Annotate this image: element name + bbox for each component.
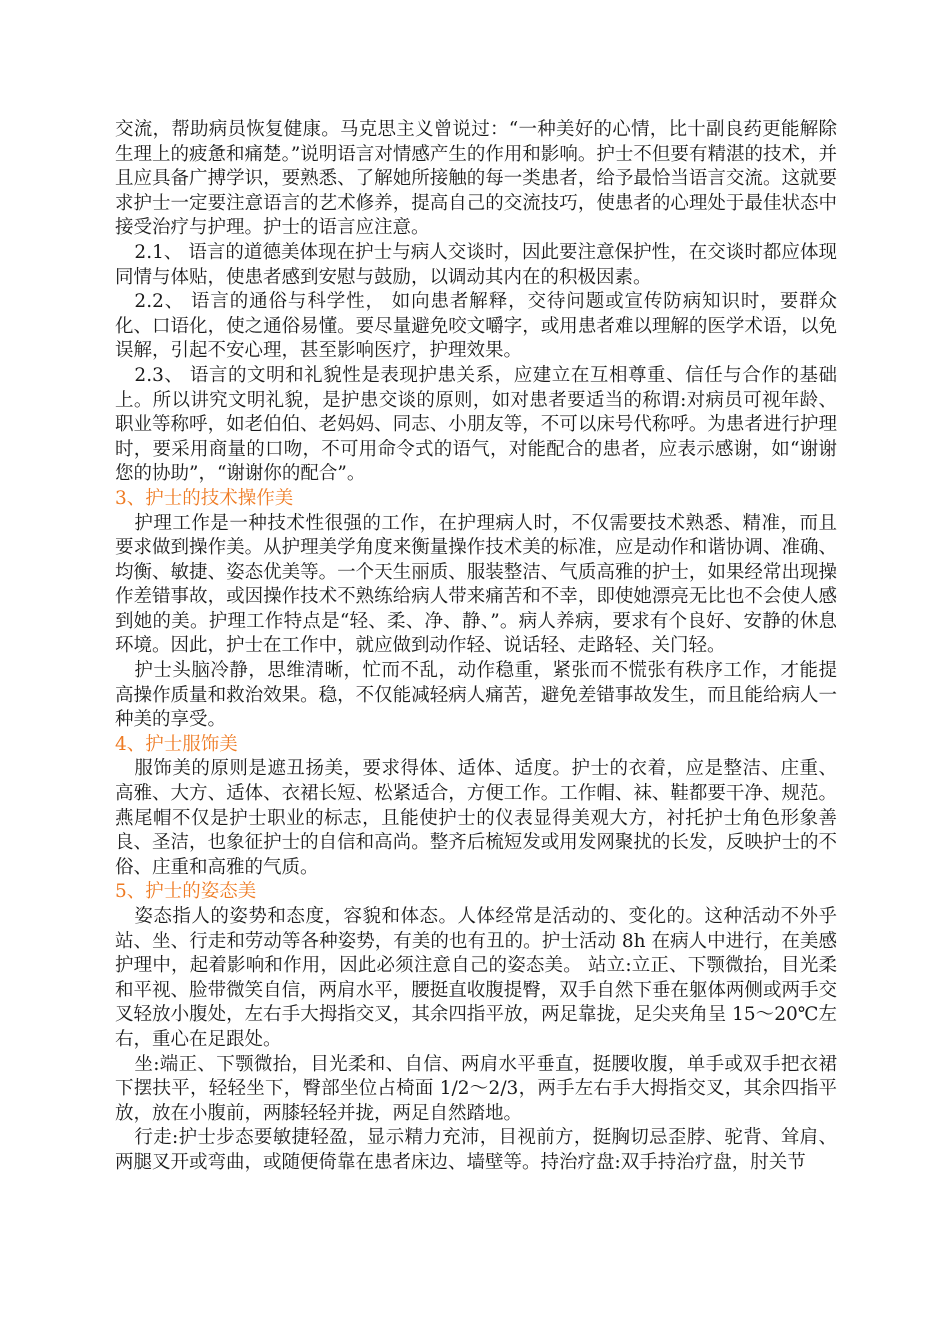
document-body (115, 118, 837, 1176)
paragraph-5-b: 坐:端正、下颚微抬，目光柔和、自信、两肩水平垂直，挺腰收腹，单手或双手把衣裙下摆扶平，轻轻坐下，臀部坐位占椅面 1/2～2/3，两手左右手大拇指交叉，其余四指平放，放在小腹前，两膝轻轻并拢，两足自然踏地。 (115, 1053, 837, 1124)
paragraph-2-1: 2.1、 语言的道德美体现在护士与病人交谈时，因此要注意保护性，在交谈时都应体现同情与体贴，使患者感到安慰与鼓励，以调动其内在的积极因素。 (115, 241, 837, 288)
paragraph-3-b: 护士头脑冷静，思维清晰，忙而不乱，动作稳重，紧张而不慌张有秩序工作，才能提高操作质量和救治效果。稳，不仅能减轻病人痛苦，避免差错事故发生，而且能给病人一种美的享受。 (115, 660, 837, 731)
paragraph-2-3: 2.3、 语言的文明和礼貌性是表现护患关系，应建立在互相尊重、信任与合作的基础上。所以讲究文明礼貌，是护患交谈的原则，如对患者要适当的称谓:对病员可视年龄、职业等称呼，如老伯伯、老妈妈、同志、小朋友等，不可以床号代称呼。为患者进行护理时，要采用商量的口吻，不可用命令式的语气，对能配合的患者，应表示感谢，如“谢谢您的协助”，“谢谢你的配合”。 (115, 364, 837, 485)
paragraph-2-2: 2.2、 语言的通俗与科学性， 如向患者解释，交待问题或宣传防病知识时，要群众化、口语化，使之通俗易懂。要尽量避免咬文嚼字，或用患者难以理解的医学术语，以免误解，引起不安心理，甚至影响医疗，护理效果。 (115, 291, 837, 362)
section-heading-3: 3、护士的技术操作美 (115, 487, 294, 509)
paragraph-5-a: 姿态指人的姿势和态度，容貌和体态。人体经常是活动的、变化的。这种活动不外乎站、坐、行走和劳动等各种姿势，有美的也有丑的。护士活动 8h 在病人中进行，在美感护理中，起着影响和作用，因此必须注意自己的姿态美。 站立:立正、下颚微抬，目光柔和平视、脸带微笑自信，两肩水平，腰挺直收腹提臀，双手自然下垂在躯体两侧或两手交叉轻放小腹处，左右手大拇指交叉，其余四指平放，两足靠拢，足尖夹角呈 15～20℃左右，重心在足跟处。 (115, 906, 837, 1050)
paragraph-language-intro: 交流，帮助病员恢复健康。马克思主义曾说过：“一种美好的心情，比十副良药更能解除生理上的疲惫和痛楚。”说明语言对情感产生的作用和影响。护士不但要有精湛的技术，并且应具备广搏学识，要熟悉、了解她所接触的每一类患者，给予最恰当语言交流。这就要求护士一定要注意语言的艺术修养，提高自己的交流技巧，使患者的心理处于最佳状态中接受治疗与护理。护士的语言应注意。 (115, 119, 837, 239)
paragraph-3-a: 护理工作是一种技术性很强的工作，在护理病人时，不仅需要技术熟悉、精准，而且要求做到操作美。从护理美学角度来衡量操作技术美的标准，应是动作和谐协调、准确、均衡、敏捷、姿态优美等。一个天生丽质、服装整洁、气质高雅的护士，如果经常出现操作差错事故，或因操作技术不熟练给病人带来痛苦和不幸，即使她漂亮无比也不会使人感到她的美。护理工作特点是“轻、柔、净、静、”。病人养病，要求有个良好、安静的休息环境。因此，护士在工作中，就应做到动作轻、说话轻、走路轻、关门轻。 (115, 512, 837, 657)
section-heading-4: 4、护士服饰美 (115, 733, 238, 755)
paragraph-4: 服饰美的原则是遮丑扬美，要求得体、适体、适度。护士的衣着，应是整洁、庄重、高雅、大方、适体、衣裙长短、松紧适合，方便工作。工作帽、袜、鞋都要干净、规范。燕尾帽不仅是护士职业的标志，且能使护士的仪表显得美观大方，衬托护士角色形象善良、圣洁，也象征护士的自信和高尚。整齐后梳短发或用发网聚扰的长发，反映护士的不俗、庄重和高雅的气质。 (115, 758, 837, 878)
paragraph-5-c: 行走:护士步态要敏捷轻盈，显示精力充沛，目视前方，挺胸切忌歪脖、驼背、耸肩、两腿叉开或弯曲，或随便倚靠在患者床边、墙壁等。持治疗盘:双手持治疗盘，肘关节 (115, 1127, 837, 1173)
section-heading-5: 5、护士的姿态美 (115, 881, 257, 903)
